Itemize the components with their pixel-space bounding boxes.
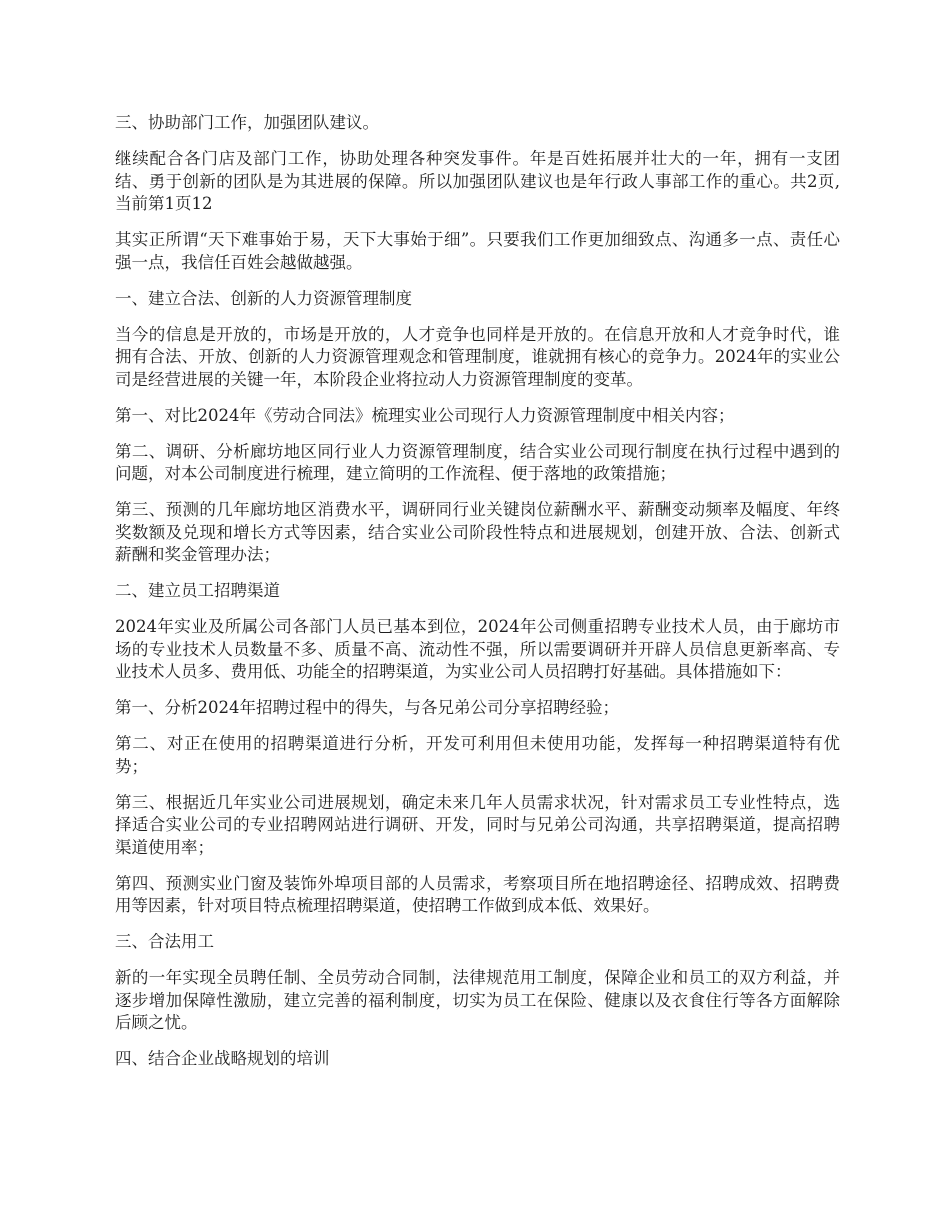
list-item: 第二、对正在使用的招聘渠道进行分析，开发可利用但未使用功能，发挥每一种招聘渠道特有优势；: [115, 734, 840, 776]
section-heading: 一、建立合法、创新的人力资源管理制度: [115, 288, 412, 308]
body-paragraph: 2024年实业及所属公司各部门人员已基本到位，2024年公司侧重招聘专业技术人员，由于廊坊市场的专业技术人员数量不多、质量不高、流动性不强，所以需要调研并开辟人员信息更新率高、专业技术人员多、费用低、功能全的招聘渠道，为实业公司人员招聘打好基础。具体措施如下：: [115, 617, 840, 681]
list-item: 第一、分析2024年招聘过程中的得失，与各兄弟公司分享招聘经验；: [115, 698, 619, 717]
list-item: 第一、对比2024年《劳动合同法》梳理实业公司现行人力资源管理制度中相关内容；: [115, 405, 735, 425]
body-paragraph: 其实正所谓“天下难事始于易，天下大事始于细”。只要我们工作更加细致点、沟通多一点、责任心强一点，我信任百姓会越做越强。: [115, 230, 840, 272]
body-paragraph: 继续配合各门店及部门工作，协助处理各种突发事件。年是百姓拓展并壮大的一年，拥有一支团结、勇于创新的团队是为其进展的保障。所以加强团队建议也是年行政人事部工作的重心。共2页,当前第1页12: [115, 149, 840, 213]
section-heading: 三、协助部门工作，加强团队建议。: [115, 113, 379, 132]
body-paragraph: 新的一年实现全员聘任制、全员劳动合同制，法律规范用工制度，保障企业和员工的双方利益，并逐步增加保障性激励，建立完善的福利制度，切实为员工在保险、健康以及衣食住行等各方面解除后顾之忧。: [115, 968, 840, 1032]
list-item: 第四、预测实业门窗及装饰外埠项目部的人员需求，考察项目所在地招聘途径、招聘成效、招聘费用等因素，针对项目特点梳理招聘渠道，使招聘工作做到成本低、效果好。: [115, 873, 840, 915]
section-heading: 四、结合企业战略规划的培训: [115, 1049, 330, 1068]
section-heading: 二、建立员工招聘渠道: [115, 581, 280, 600]
list-item: 第三、根据近几年实业公司进展规划，确定未来几年人员需求状况，针对需求员工专业性特点，选择适合实业公司的专业招聘网站进行调研、开发，同时与兄弟公司沟通，共享招聘渠道，提高招聘渠道使用率；: [115, 792, 840, 857]
document-body: [115, 112, 840, 1084]
list-item: 第三、预测的几年廊坊地区消费水平，调研同行业关键岗位薪酬水平、薪酬变动频率及幅度、年终奖数额及兑现和增长方式等因素，结合实业公司阶段性特点和进展规划，创建开放、合法、创新式薪酬和奖金管理办法；: [115, 500, 840, 564]
body-paragraph: 当今的信息是开放的，市场是开放的，人才竞争也同样是开放的。在信息开放和人才竞争时代，谁拥有合法、开放、创新的人力资源管理观念和管理制度，谁就拥有核心的竞争力。2024年的实业公司是经营进展的关键一年，本阶段企业将拉动人力资源管理制度的变革。: [115, 324, 840, 389]
list-item: 第二、调研、分析廊坊地区同行业人力资源管理制度，结合实业公司现行制度在执行过程中遇到的问题，对本公司制度进行梳理，建立简明的工作流程、便于落地的政策措施；: [115, 441, 840, 483]
section-heading: 三、合法用工: [115, 932, 214, 951]
